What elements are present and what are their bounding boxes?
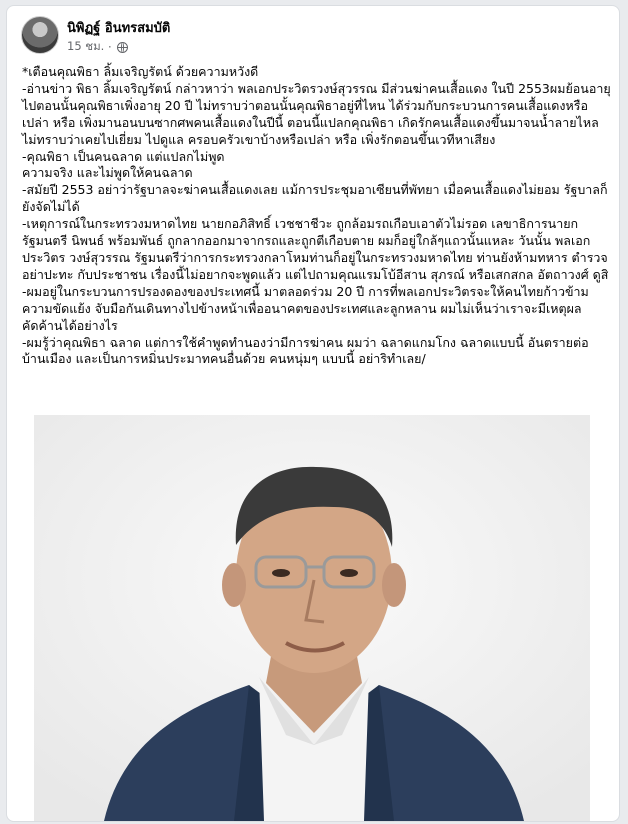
post-line: *เตือนคุณพิธา ลิ้มเจริญรัตน์ ด้วยความหวังดี (22, 64, 259, 79)
post-line: ความจริง และไม่พูดให้คนฉลาด (22, 165, 193, 181)
post-line: -สมัยปี 2553 อย่าว่ารัฐบาลจะฆ่าคนเสื้อแดงเลย แม้การประชุมอาเซียนที่พัทยา เมื่อคนเสื้อแดงไม่ยอม รัฐบาลก็ยังจัดไม่ได้ (22, 182, 608, 215)
post-line: -เหตุการณ์ในกระทรวงมหาดไทย นายกอภิสิทธิ์ เวชชาชีวะ ถูกล้อมรถเกือบเอาตัวไม่รอด เลขาธิการนายกรัฐมนตรี นิพนธ์ พร้อมพันธ์ ถูกลากออกมาจากรถและถูกตีเกือบตาย ผมก็อยู่ใกล้ๆแถวนั้นแหละ วันนั้น พลเอกประวิตร วงษ์สุวรรณ รัฐมนตรีว่าการกระทรวงกลาโหมท่านก็อยู่ในกระทรวงมหาดไทย ท่านยังห้ามทหาร ตำรวจ อย่าปะทะ กับประชาชน เรื่องนี้ไม่อยากจะพูดแล้ว แต่ไปถามคุณแรมโบ้อีสาน สุภรณ์ หรือเสกสกล อัตถาวงศ์ ดูสิ (22, 216, 609, 282)
author-avatar[interactable] (21, 16, 59, 54)
post-header (21, 16, 581, 60)
globe-icon[interactable] (117, 42, 128, 53)
meta-separator: · (108, 40, 112, 54)
post-line: -ผมอยู่ในกระบวนการปรองดองของประเทศนี้ มาตลอดร่วม 20 ปี การที่พลเอกประวิตรจะให้คนไทยก้าวข้ามความขัดแย้ง จับมือกันเดินทางไปข้างหน้าเพื่ออนาคตของประเทศและลูกหลาน ผมไม่เห็นว่าเราจะมีเหตุผลคัดค้านได้อย่างไร (22, 283, 589, 333)
post-card (6, 5, 620, 822)
author-name[interactable]: นิพิฏฐ์ อินทรสมบัติ (67, 21, 171, 36)
post-line: -ผมรู้ว่าคุณพิธา ฉลาด แต่การใช้คำพูดทำนองว่ามีการฆ่าคน ผมว่า ฉลาดแกมโกง ฉลาดแบบนี้ อันตรายต่อบ้านเมือง และเป็นการหมิ่นประมาทคนอื่นด้วย คนหนุ่มๆ แบบนี้ อย่าริทำเลย/ (22, 334, 589, 367)
post-photo[interactable] (34, 415, 590, 821)
post-line: -คุณพิธา เป็นคนฉลาด แต่แปลกไม่พูด (22, 148, 225, 164)
post-text (22, 64, 612, 368)
post-time[interactable]: 15 ชม. (67, 39, 105, 53)
post-line: -อ่านข่าว พิธา ลิ้มเจริญรัตน์ กล่าวหาว่า พลเอกประวิตรวงษ์สุวรรณ มีส่วนฆ่าคนเสื้อแดง ในปี 2553ผมย้อนอายุไปตอนนั้นคุณพิธาเพิ่งอายุ 20 ปี ไม่ทราบว่าตอนนั้นคุณพิธาอยู่ที่ไหน ได้ร่วมกับกระบวนการคนเสื้อแดงหรือเปล่า หรือ เพิ่งมานอนบนซากศพคนเสื้อแดงในปีนี้ ตอนนี้แปลกคุณพิธา เกิดรักคนเสื้อแดงขึ้นมาจนน้ำลายไหล ไม่ทราบว่าเคยไปเยี่ยม ไปดูแล ครอบครัวเขาบ้างหรือเปล่า หรือ เพิ่งรักตอนขึ้นเวทีหาเสียง (22, 80, 611, 147)
portrait-illustration (34, 415, 590, 821)
post-meta (67, 38, 128, 56)
